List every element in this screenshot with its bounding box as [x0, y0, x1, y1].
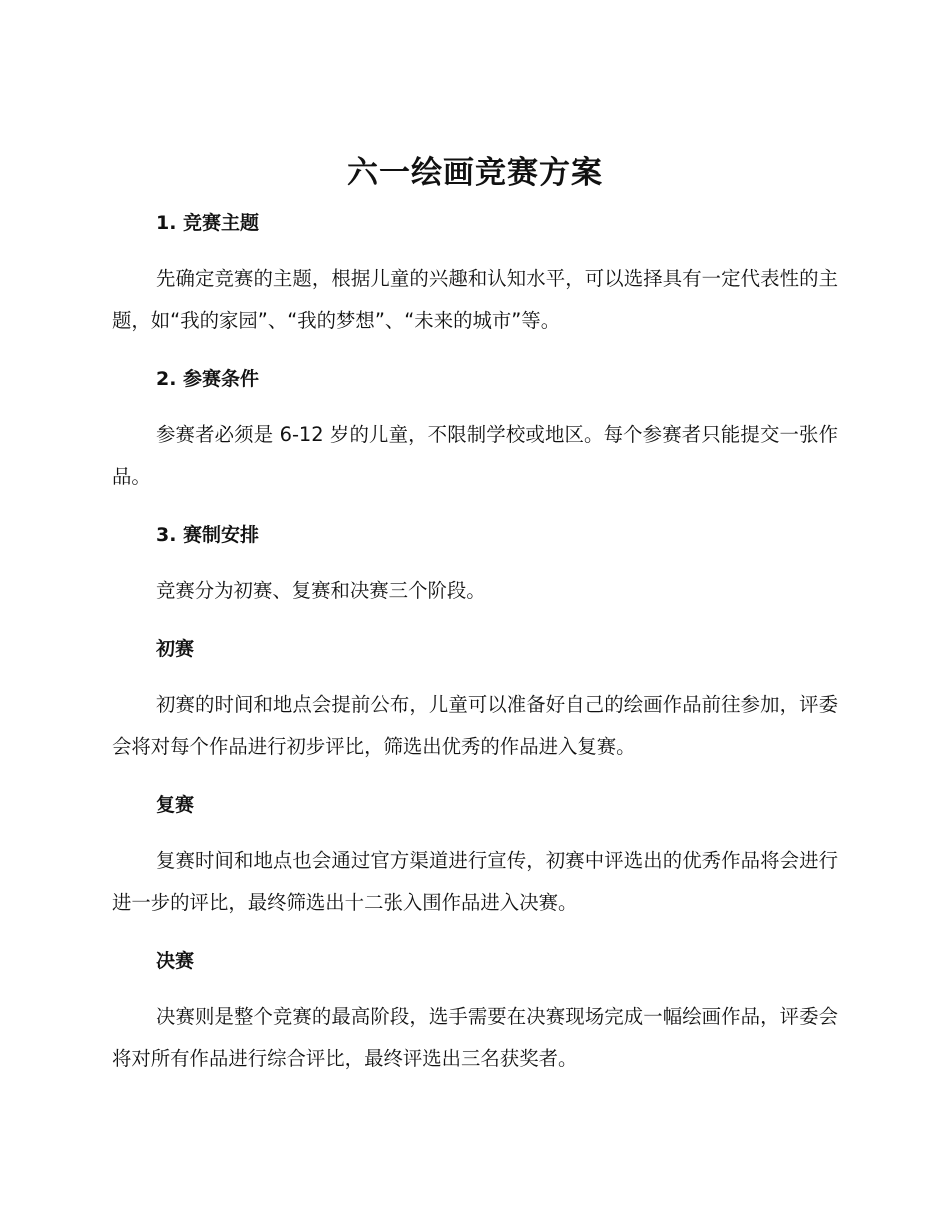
section-heading-theme: 1. 竞赛主题 — [156, 212, 260, 234]
document-title: 六一绘画竞赛方案 — [347, 155, 603, 191]
section-heading-preliminary: 初赛 — [156, 638, 195, 660]
section-body-preliminary: 初赛的时间和地点会提前公布，儿童可以准备好自己的绘画作品前往参加，评委会将对每个作品进行初步评比，筛选出优秀的作品进入复赛。 — [112, 693, 838, 758]
section-body-theme: 先确定竞赛的主题，根据儿童的兴趣和认知水平，可以选择具有一定代表性的主题，如“我的家园”、“我的梦想”、“未来的城市”等。 — [112, 267, 838, 332]
section-body-semifinal: 复赛时间和地点也会通过官方渠道进行宣传，初赛中评选出的优秀作品将会进行进一步的评比，最终筛选出十二张入围作品进入决赛。 — [112, 849, 838, 914]
section-body-final: 决赛则是整个竞赛的最高阶段，选手需要在决赛现场完成一幅绘画作品，评委会将对所有作品进行综合评比，最终评选出三名获奖者。 — [112, 1005, 838, 1070]
section-heading-semifinal: 复赛 — [156, 794, 195, 816]
section-heading-schedule: 3. 赛制安排 — [156, 524, 260, 546]
section-body-eligibility: 参赛者必须是 6-12 岁的儿童，不限制学校或地区。每个参赛者只能提交一张作品。 — [112, 423, 838, 488]
section-heading-eligibility: 2. 参赛条件 — [156, 368, 260, 390]
section-body-schedule: 竞赛分为初赛、复赛和决赛三个阶段。 — [156, 579, 486, 602]
section-heading-final: 决赛 — [156, 950, 195, 972]
